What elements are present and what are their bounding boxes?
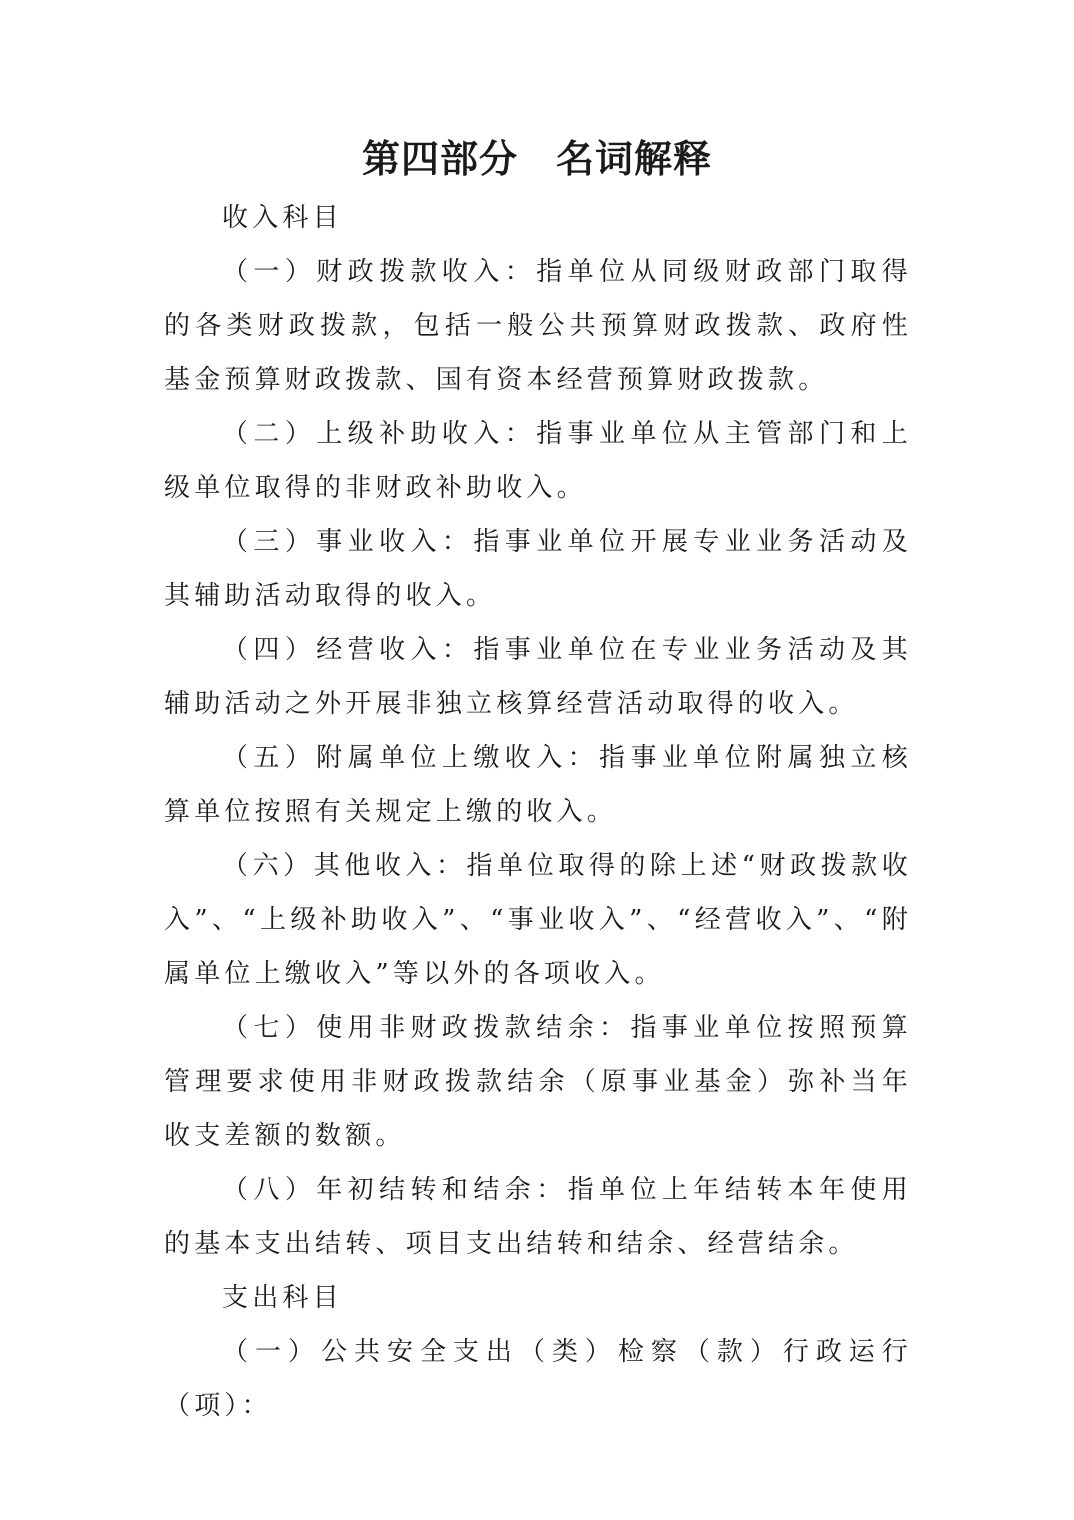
income-item-7: （七）使用非财政拨款结余：指事业单位按照预算管理要求使用非财政拨款结余（原事业基金）弥补当年收支差额的数额。 (164, 1013, 912, 1151)
income-item-6: （六）其他收入：指单位取得的除上述“财政拨款收入”、“上级补助收入”、“事业收入”、“经营收入”、“附属单位上缴收入”等以外的各项收入。 (164, 851, 912, 989)
expense-item-1: （一）公共安全支出（类）检察（款）行政运行（项）： (164, 1337, 912, 1421)
expense-heading: 支出科目 (222, 1283, 343, 1313)
income-item-3: （三）事业收入：指事业单位开展专业业务活动及其辅助活动取得的收入。 (164, 527, 912, 611)
title-name: 名词解释 (556, 137, 713, 181)
document-body (164, 191, 912, 1433)
income-item-1: （一）财政拨款收入：指单位从同级财政部门取得的各类财政拨款，包括一般公共预算财政拨款、政府性基金预算财政拨款、国有资本经营预算财政拨款。 (164, 257, 912, 395)
income-item-8: （八）年初结转和结余：指单位上年结转本年使用的基本支出结转、项目支出结转和结余、经营结余。 (164, 1175, 912, 1259)
income-heading: 收入科目 (222, 203, 343, 233)
income-item-2: （二）上级补助收入：指事业单位从主管部门和上级单位取得的非财政补助收入。 (164, 419, 912, 503)
income-item-4: （四）经营收入：指事业单位在专业业务活动及其辅助活动之外开展非独立核算经营活动取得的收入。 (164, 635, 912, 719)
title-part: 第四部分 (361, 137, 518, 181)
income-item-5: （五）附属单位上缴收入：指事业单位附属独立核算单位按照有关规定上缴的收入。 (164, 743, 912, 827)
page-title (0, 133, 1074, 185)
